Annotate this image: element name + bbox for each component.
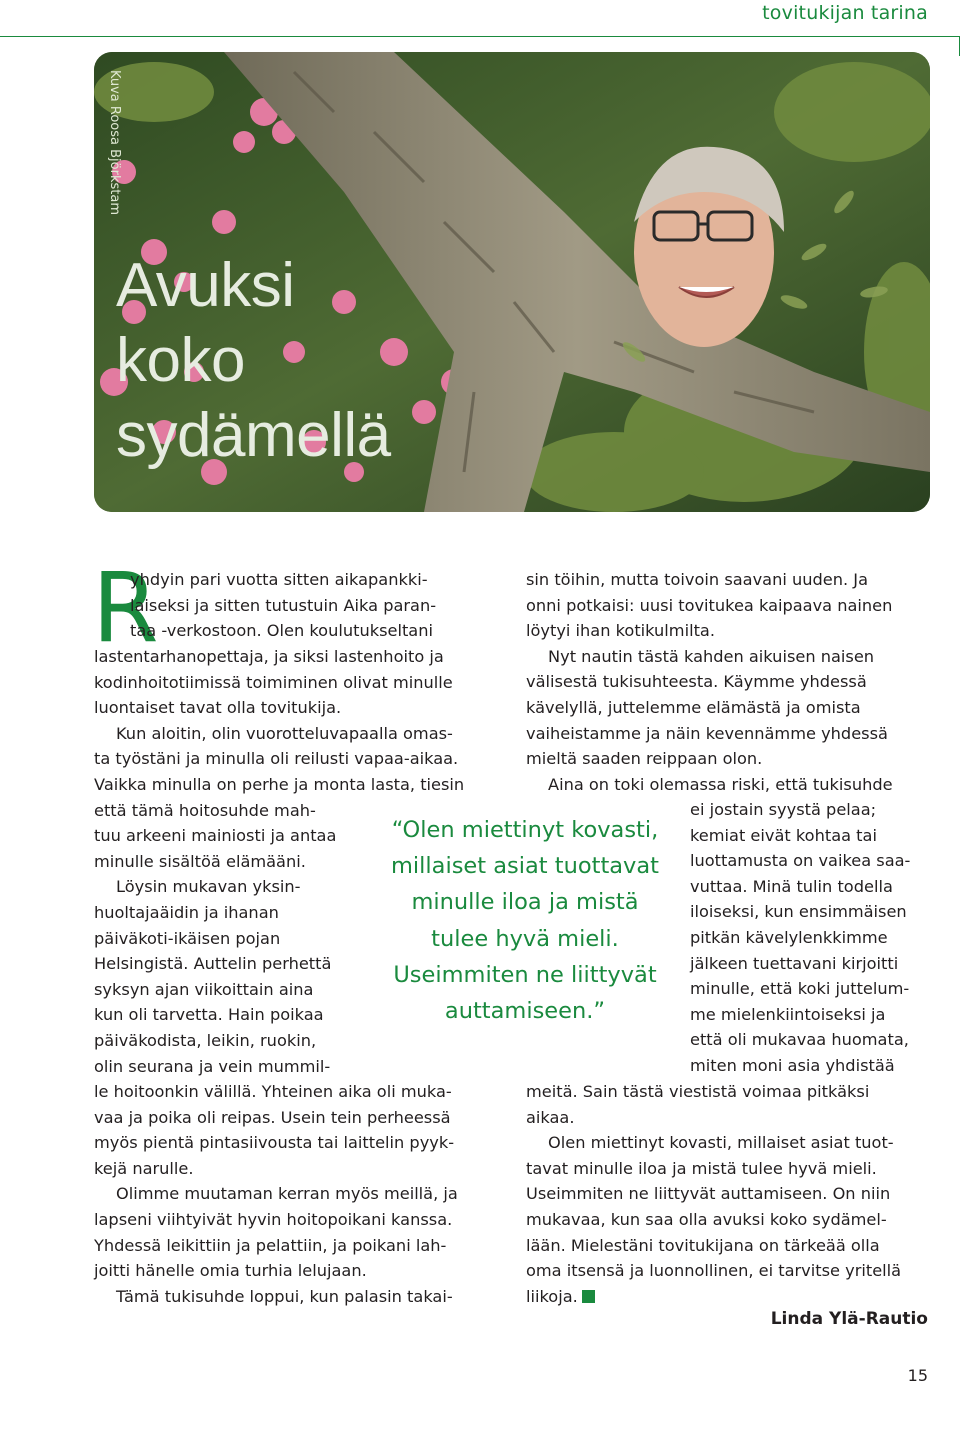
- text-line: vaa ja poika oli reipas. Usein tein perheessä: [94, 1107, 451, 1127]
- text-line: että oli mukavaa huomata,: [690, 1030, 909, 1050]
- text-line: yhdyin pari vuotta sitten aikapankki-: [130, 570, 428, 589]
- intro-block: [130, 567, 436, 644]
- text-line: Yhdessä leikittiin ja pelattiin, ja poikani lah-: [94, 1235, 447, 1255]
- text-line: taa -verkostoon. Olen koulutukseltani: [130, 621, 433, 641]
- end-of-article-square-icon: [582, 1290, 595, 1303]
- text-line: pitkän kävelylenkkimme: [690, 927, 888, 947]
- text-line: aikaa.: [526, 1107, 575, 1127]
- text-line: minulle sisältöä elämääni.: [94, 851, 306, 871]
- text-line: luontaiset tavat olla tovitukija.: [94, 698, 342, 718]
- text-line: lään. Mielestäni tovitukijana on tärkeää olla: [526, 1235, 880, 1255]
- header-rule: [0, 36, 960, 37]
- text-line: le hoitoonkin välillä. Yhteinen aika oli muka-: [94, 1082, 452, 1102]
- headline-line: Avuksi: [116, 251, 295, 320]
- text-line: kävelyllä, juttelemme elämästä ja omista: [526, 697, 861, 717]
- text-line: Olen miettinyt kovasti, millaiset asiat tuot-: [548, 1133, 894, 1153]
- text-line: tavat minulle iloa ja mistä tulee hyvä mieli.: [526, 1158, 877, 1178]
- text-line: me mielenkiintoiseksi ja: [690, 1004, 886, 1024]
- author-byline: Linda Ylä-Rautio: [770, 1309, 928, 1329]
- text-line: löytyi ihan kotikulmilta.: [526, 621, 715, 641]
- drop-cap: R: [92, 552, 159, 664]
- pull-quote-line: tulee hyvä mieli.: [431, 925, 619, 952]
- text-line: kun oli tarvetta. Hain poikaa: [94, 1005, 324, 1025]
- page-number: 15: [907, 1366, 928, 1385]
- photo-credit-text: Kuva Roosa Björkstam: [107, 70, 122, 215]
- text-line: syksyn ajan viikoittain aina: [94, 979, 314, 999]
- text-line: Kun aloitin, olin vuorotteluvapaalla omas-: [116, 723, 453, 743]
- text-line: oma itsensä ja luonnollinen, ei tarvitse yritellä: [526, 1261, 902, 1281]
- text-line: Useimmiten ne liittyvät auttamiseen. On niin: [526, 1184, 891, 1204]
- text-line: Helsingistä. Auttelin perhettä: [94, 954, 332, 974]
- text-line: laiseksi ja sitten tutustuin Aika paran-: [130, 595, 437, 615]
- text-line: [526, 1284, 901, 1310]
- text-line: jälkeen tuettavani kirjoitti: [690, 953, 899, 973]
- photo-credit: [104, 70, 134, 270]
- text-line: vuttaa. Minä tulin todella: [690, 876, 893, 896]
- pull-quote-line: auttamiseen.”: [444, 998, 606, 1025]
- text-line: Löysin mukavan yksin-: [116, 877, 301, 897]
- text-line: vaiheistamme ja näin kevennämme yhdessä: [526, 723, 888, 743]
- text-line: kodinhoitotiimissä toimiminen olivat minulle: [94, 672, 453, 692]
- pull-quote-line: Useimmiten ne liittyvät: [393, 961, 657, 988]
- text-line: kejä narulle.: [94, 1158, 194, 1178]
- headline-line: koko: [116, 326, 245, 395]
- text-line: lastentarhanopettaja, ja siksi lastenhoito ja: [94, 647, 444, 666]
- text-line: iloiseksi, kun ensimmäisen: [690, 902, 907, 922]
- text-line: ei jostain syystä pelaa;: [690, 800, 877, 819]
- text-line: Aina on toki olemassa riski, että tukisuhde: [548, 774, 893, 794]
- right-column-top: [526, 567, 893, 797]
- text-line: minulle, että koki juttelum-: [690, 979, 910, 999]
- text-line: lapseni viihtyivät hyvin hoitopoikani kanssa.: [94, 1210, 453, 1230]
- text-line: päiväkoti-ikäisen pojan: [94, 928, 281, 948]
- text-line: Olimme muutaman kerran myös meillä, ja: [116, 1184, 458, 1204]
- text-line: Nyt nautin tästä kahden aikuisen naisen: [548, 646, 875, 666]
- text-line: miten moni asia yhdistää: [690, 1055, 895, 1075]
- text-line: Tämä tukisuhde loppui, kun palasin takai-: [116, 1286, 453, 1306]
- pull-quote-line: millaiset asiat tuottavat: [391, 853, 659, 880]
- text-line: huoltajaäidin ja ihanan: [94, 902, 279, 922]
- text-line: myös pientä pintasiivousta tai laittelin pyyk-: [94, 1133, 455, 1153]
- text-line: Vaikka minulla on perhe ja monta lasta, tiesin: [94, 774, 465, 794]
- headline: [116, 248, 391, 473]
- pull-quote-line: minulle iloa ja mistä: [411, 889, 639, 916]
- text-line: päiväkodista, leikin, ruokin,: [94, 1030, 317, 1050]
- pull-quote-line: “Olen miettinyt kovasti,: [391, 817, 659, 843]
- right-column-bottom: [526, 1079, 901, 1309]
- headline-line: sydämellä: [116, 401, 391, 470]
- pull-quote: [370, 812, 680, 1029]
- text-line: olin seurana ja vein mummil-: [94, 1056, 331, 1076]
- section-tag: tovitukijan tarina: [762, 2, 928, 24]
- text-line: joitti hänelle omia turhia lelujaan.: [94, 1261, 367, 1281]
- text-line: mieltä saaden reippaan olon.: [526, 749, 763, 769]
- text-line: ta työstäni ja minulla oli reilusti vapaa-aikaa.: [94, 749, 459, 769]
- text-line: luottamusta on vaikea saa-: [690, 851, 911, 871]
- text-line: välisestä tukisuhteesta. Käymme yhdessä: [526, 672, 867, 692]
- text-line-content: liikoja.: [526, 1286, 578, 1306]
- text-line: kemiat eivät kohtaa tai: [690, 825, 877, 845]
- text-line: sin töihin, mutta toivoin saavani uuden. Ja: [526, 570, 868, 589]
- text-line: meitä. Sain tästä viestistä voimaa pitkäksi: [526, 1082, 870, 1101]
- text-line: tuu arkeeni mainiosti ja antaa: [94, 826, 337, 846]
- text-line: onni potkaisi: uusi tovitukea kaipaava nainen: [526, 595, 893, 615]
- text-line: mukavaa, kun saa olla avuksi koko sydämel-: [526, 1209, 887, 1229]
- right-column-narrow: [690, 797, 910, 1079]
- text-line: että tämä hoitosuhde mah-: [94, 800, 316, 820]
